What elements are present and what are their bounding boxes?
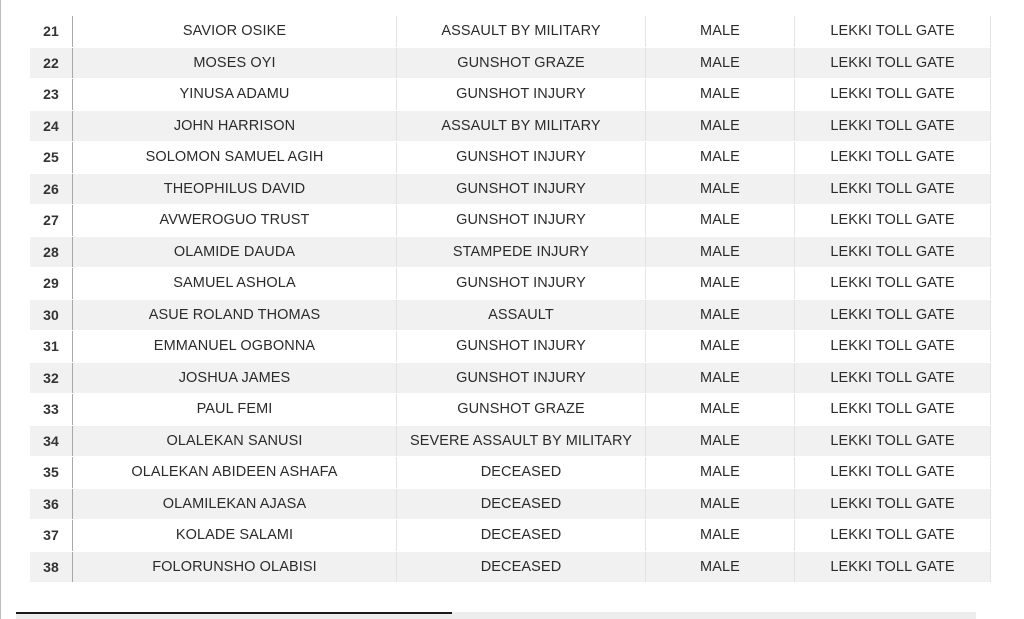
table-row: [30, 551, 991, 583]
cell-location: LEKKI TOLL GATE: [795, 425, 991, 457]
table-row: [30, 457, 991, 489]
table-row: [30, 142, 991, 174]
cell-injury-type: STAMPEDE INJURY: [397, 236, 646, 268]
cell-person-name: FOLORUNSHO OLABISI: [73, 551, 397, 583]
cell-location: LEKKI TOLL GATE: [795, 394, 991, 426]
cell-injury-type: GUNSHOT INJURY: [397, 173, 646, 205]
cell-person-name: OLALEKAN SANUSI: [73, 425, 397, 457]
table-row: [30, 47, 991, 79]
cell-injury-type: GUNSHOT GRAZE: [397, 47, 646, 79]
cell-location: LEKKI TOLL GATE: [795, 331, 991, 363]
cell-gender: MALE: [646, 457, 795, 489]
cell-row-number: 21: [30, 16, 73, 47]
cell-injury-type: GUNSHOT INJURY: [397, 205, 646, 237]
table-body: [30, 16, 991, 583]
cell-person-name: OLALEKAN ABIDEEN ASHAFA: [73, 457, 397, 489]
table-row: [30, 173, 991, 205]
cell-injury-type: SEVERE ASSAULT BY MILITARY: [397, 425, 646, 457]
cell-injury-type: ASSAULT: [397, 299, 646, 331]
cell-location: LEKKI TOLL GATE: [795, 268, 991, 300]
table-row: [30, 331, 991, 363]
cell-person-name: MOSES OYI: [73, 47, 397, 79]
cell-location: LEKKI TOLL GATE: [795, 205, 991, 237]
cell-person-name: OLAMILEKAN AJASA: [73, 488, 397, 520]
cell-row-number: 38: [30, 551, 73, 583]
table-row: [30, 362, 991, 394]
cell-gender: MALE: [646, 394, 795, 426]
cell-person-name: JOHN HARRISON: [73, 110, 397, 142]
cell-injury-type: DECEASED: [397, 488, 646, 520]
table-row: [30, 16, 991, 47]
cell-injury-type: GUNSHOT INJURY: [397, 362, 646, 394]
cell-row-number: 28: [30, 236, 73, 268]
cell-person-name: JOSHUA JAMES: [73, 362, 397, 394]
cell-person-name: YINUSA ADAMU: [73, 79, 397, 111]
cell-row-number: 24: [30, 110, 73, 142]
cell-gender: MALE: [646, 488, 795, 520]
cell-location: LEKKI TOLL GATE: [795, 236, 991, 268]
cell-gender: MALE: [646, 205, 795, 237]
cell-location: LEKKI TOLL GATE: [795, 47, 991, 79]
cell-location: LEKKI TOLL GATE: [795, 16, 991, 47]
cell-gender: MALE: [646, 520, 795, 552]
cell-row-number: 37: [30, 520, 73, 552]
cell-gender: MALE: [646, 110, 795, 142]
cell-row-number: 32: [30, 362, 73, 394]
page-left-border: [0, 0, 1, 619]
cell-person-name: AVWEROGUO TRUST: [73, 205, 397, 237]
cell-person-name: ASUE ROLAND THOMAS: [73, 299, 397, 331]
cell-location: LEKKI TOLL GATE: [795, 551, 991, 583]
cell-gender: MALE: [646, 236, 795, 268]
cell-injury-type: ASSAULT BY MILITARY: [397, 16, 646, 47]
cell-gender: MALE: [646, 173, 795, 205]
cell-location: LEKKI TOLL GATE: [795, 173, 991, 205]
cell-row-number: 36: [30, 488, 73, 520]
cell-gender: MALE: [646, 79, 795, 111]
cell-injury-type: GUNSHOT INJURY: [397, 331, 646, 363]
cell-person-name: PAUL FEMI: [73, 394, 397, 426]
cell-row-number: 31: [30, 331, 73, 363]
bottom-strip-divider: [16, 612, 452, 614]
cell-row-number: 26: [30, 173, 73, 205]
cell-location: LEKKI TOLL GATE: [795, 110, 991, 142]
cell-person-name: OLAMIDE DAUDA: [73, 236, 397, 268]
cell-injury-type: GUNSHOT INJURY: [397, 268, 646, 300]
cell-injury-type: DECEASED: [397, 457, 646, 489]
cell-person-name: EMMANUEL OGBONNA: [73, 331, 397, 363]
cell-row-number: 25: [30, 142, 73, 174]
cell-gender: MALE: [646, 362, 795, 394]
table-row: [30, 268, 991, 300]
cell-gender: MALE: [646, 142, 795, 174]
cell-person-name: THEOPHILUS DAVID: [73, 173, 397, 205]
table-row: [30, 520, 991, 552]
cell-row-number: 22: [30, 47, 73, 79]
cell-injury-type: GUNSHOT INJURY: [397, 79, 646, 111]
cell-row-number: 29: [30, 268, 73, 300]
cell-gender: MALE: [646, 16, 795, 47]
cell-injury-type: GUNSHOT GRAZE: [397, 394, 646, 426]
cell-gender: MALE: [646, 551, 795, 583]
table-row: [30, 488, 991, 520]
cell-row-number: 23: [30, 79, 73, 111]
table-row: [30, 79, 991, 111]
cell-person-name: SOLOMON SAMUEL AGIH: [73, 142, 397, 174]
cell-gender: MALE: [646, 425, 795, 457]
cell-row-number: 35: [30, 457, 73, 489]
table-row: [30, 299, 991, 331]
cell-gender: MALE: [646, 331, 795, 363]
cell-injury-type: GUNSHOT INJURY: [397, 142, 646, 174]
cell-gender: MALE: [646, 47, 795, 79]
table-row: [30, 425, 991, 457]
table-row: [30, 205, 991, 237]
cell-person-name: SAMUEL ASHOLA: [73, 268, 397, 300]
cell-gender: MALE: [646, 268, 795, 300]
cell-row-number: 33: [30, 394, 73, 426]
cell-row-number: 27: [30, 205, 73, 237]
cell-location: LEKKI TOLL GATE: [795, 362, 991, 394]
cell-location: LEKKI TOLL GATE: [795, 457, 991, 489]
cell-location: LEKKI TOLL GATE: [795, 142, 991, 174]
cell-person-name: KOLADE SALAMI: [73, 520, 397, 552]
bottom-scroll-strip: [16, 612, 976, 619]
cell-row-number: 34: [30, 425, 73, 457]
cell-location: LEKKI TOLL GATE: [795, 299, 991, 331]
table-row: [30, 394, 991, 426]
cell-injury-type: DECEASED: [397, 520, 646, 552]
cell-location: LEKKI TOLL GATE: [795, 79, 991, 111]
table-row: [30, 110, 991, 142]
casualty-table: [30, 16, 991, 583]
cell-injury-type: DECEASED: [397, 551, 646, 583]
cell-injury-type: ASSAULT BY MILITARY: [397, 110, 646, 142]
table-row: [30, 236, 991, 268]
cell-location: LEKKI TOLL GATE: [795, 488, 991, 520]
cell-person-name: SAVIOR OSIKE: [73, 16, 397, 47]
cell-gender: MALE: [646, 299, 795, 331]
cell-row-number: 30: [30, 299, 73, 331]
cell-location: LEKKI TOLL GATE: [795, 520, 991, 552]
